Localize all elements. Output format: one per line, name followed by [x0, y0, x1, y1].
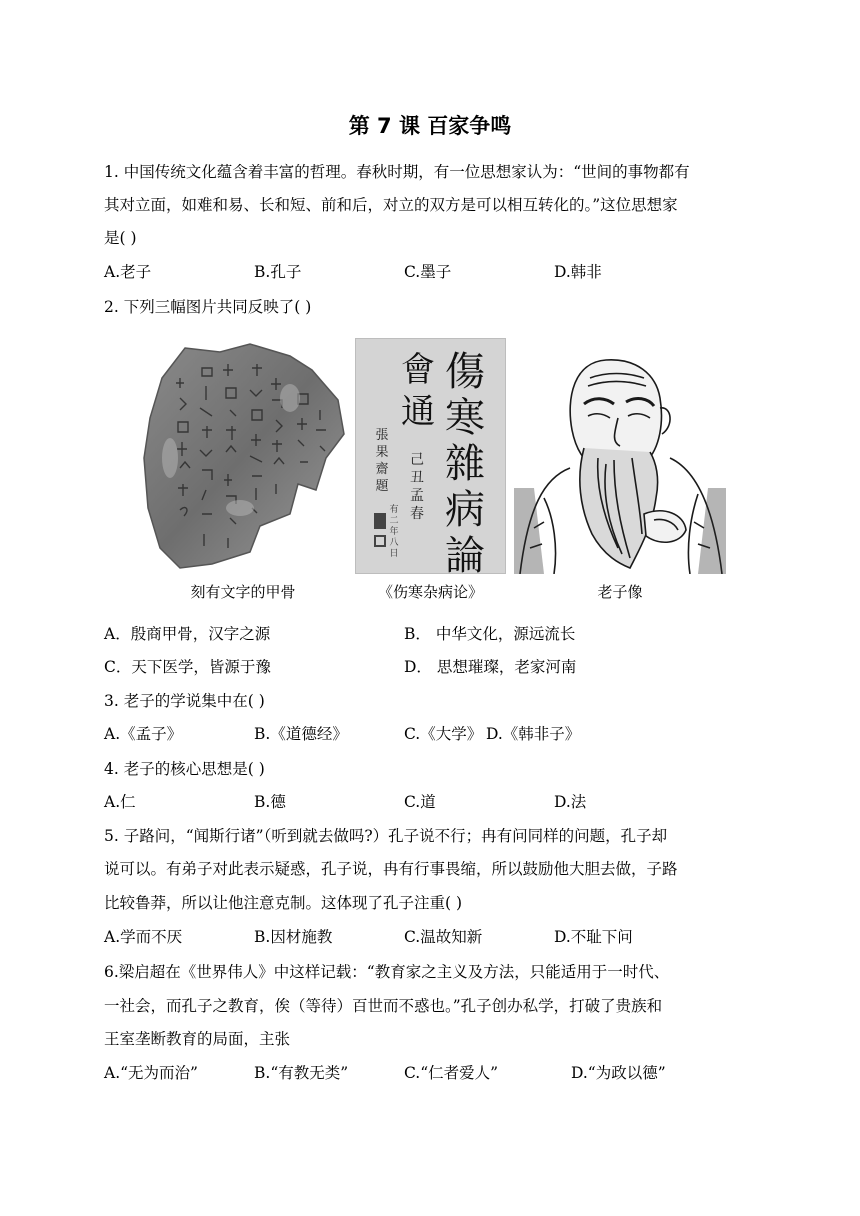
q3-stem: 3. 老子的学说集中在( ) [104, 692, 265, 710]
q2-option-b[interactable]: B． 中华文化，源远流长 [404, 625, 576, 643]
book-small-char-3: 年 [389, 527, 399, 537]
book-note-char-4: 春 [410, 506, 424, 522]
q4-option-a[interactable]: A.仁 [104, 793, 136, 811]
book-note-char-1: 己 [410, 452, 424, 468]
book-signature-char-3: 齋 [375, 462, 389, 477]
q5-stem-line-1: 5. 子路问，“闻斯行诸”（听到就去做吗?）孔子说不行；冉有问同样的问题，孔子却 [104, 827, 668, 845]
q1-stem-line-3: 是( ) [104, 229, 137, 247]
seal-stamp-icon [374, 535, 386, 547]
q5-option-b[interactable]: B.因材施教 [254, 928, 333, 946]
q5-option-c[interactable]: C.温故知新 [404, 928, 483, 946]
q6-option-d[interactable]: D.“为政以德” [571, 1064, 666, 1082]
q6-option-c[interactable]: C.“仁者爱人” [404, 1064, 499, 1082]
q5-option-a[interactable]: A.学而不厌 [104, 928, 183, 946]
q6-stem-line-2: 一社会，而孔子之教育，俟（等待）百世而不惑也。”孔子创办私学，打破了贵族和 [104, 997, 663, 1015]
book-subtitle-char-2: 通 [401, 392, 435, 432]
q3-option-c[interactable]: C.《大学》 [404, 725, 483, 743]
q4-option-c[interactable]: C.道 [404, 793, 436, 811]
q6-stem-line-3: 王室垄断教育的局面，主张 [104, 1030, 291, 1048]
seal-stamp-icon [374, 513, 386, 529]
q1-option-d[interactable]: D.韩非 [554, 263, 602, 281]
q2-option-d[interactable]: D． 思想璀璨，老家河南 [404, 658, 577, 676]
q1-option-c[interactable]: C.墨子 [404, 263, 452, 281]
book-title-char-3: 雜 [445, 441, 485, 487]
book-small-char-1: 有 [389, 505, 399, 515]
q2-option-a[interactable]: A．殷商甲骨，汉字之源 [104, 625, 271, 643]
book-title-char-5: 論 [445, 533, 485, 579]
book-title-char-4: 病 [445, 487, 485, 533]
book-small-char-5: 日 [389, 549, 399, 559]
q4-option-d[interactable]: D.法 [554, 793, 587, 811]
book-signature-char-2: 果 [375, 445, 389, 460]
figure-caption-oracle-bone: 刻有文字的甲骨 [190, 583, 296, 601]
q3-option-d[interactable]: D.《韩非子》 [486, 725, 581, 743]
figure-caption-book: 《伤寒杂病论》 [377, 583, 483, 601]
book-signature-char-4: 題 [375, 479, 389, 494]
q1-stem-line-2: 其对立面，如难和易、长和短、前和后，对立的双方是可以相互转化的。”这位思想家 [104, 196, 678, 214]
q1-option-a[interactable]: A.老子 [104, 263, 152, 281]
book-signature-char-1: 張 [375, 428, 389, 443]
laozi-portrait-image [514, 338, 726, 574]
q2-option-c[interactable]: C．天下医学，皆源于豫 [104, 658, 271, 676]
book-note-char-2: 丑 [410, 470, 424, 486]
q6-option-a[interactable]: A.“无为而治” [104, 1064, 198, 1082]
q2-stem: 2. 下列三幅图片共同反映了( ) [104, 298, 312, 316]
book-note-char-3: 孟 [410, 488, 424, 504]
book-title-char-2: 寒 [445, 395, 485, 441]
figure-caption-laozi: 老子像 [597, 583, 643, 601]
book-title-char-1: 傷 [445, 349, 485, 395]
q5-stem-line-3: 比较鲁莽，所以让他注意克制。这体现了孔子注重( ) [104, 894, 463, 912]
q1-option-b[interactable]: B.孔子 [254, 263, 302, 281]
q6-stem-line-1: 6.梁启超在《世界伟人》中这样记载：“教育家之主义及方法，只能适用于一时代、 [104, 963, 670, 981]
q4-option-b[interactable]: B.德 [254, 793, 286, 811]
q6-option-b[interactable]: B.“有教无类” [254, 1064, 349, 1082]
q5-stem-line-2: 说可以。有弟子对此表示疑惑，孔子说，冉有行事畏缩，所以鼓励他大胆去做，子路 [104, 860, 678, 878]
book-small-char-4: 八 [389, 538, 399, 548]
book-small-char-2: 二 [389, 516, 399, 526]
q1-stem-line-1: 1. 中国传统文化蕴含着丰富的哲理。春秋时期，有一位思想家认为：“世间的事物都有 [104, 163, 690, 181]
book-subtitle-char-1: 會 [401, 350, 435, 390]
q4-stem: 4. 老子的核心思想是( ) [104, 760, 265, 778]
q3-option-b[interactable]: B.《道德经》 [254, 725, 348, 743]
page-title: 第 7 课 百家争鸣 [348, 114, 512, 138]
q3-option-a[interactable]: A.《孟子》 [104, 725, 183, 743]
q5-option-d[interactable]: D.不耻下问 [554, 928, 633, 946]
book-cover-image [355, 338, 506, 579]
oracle-bone-image [140, 338, 346, 574]
